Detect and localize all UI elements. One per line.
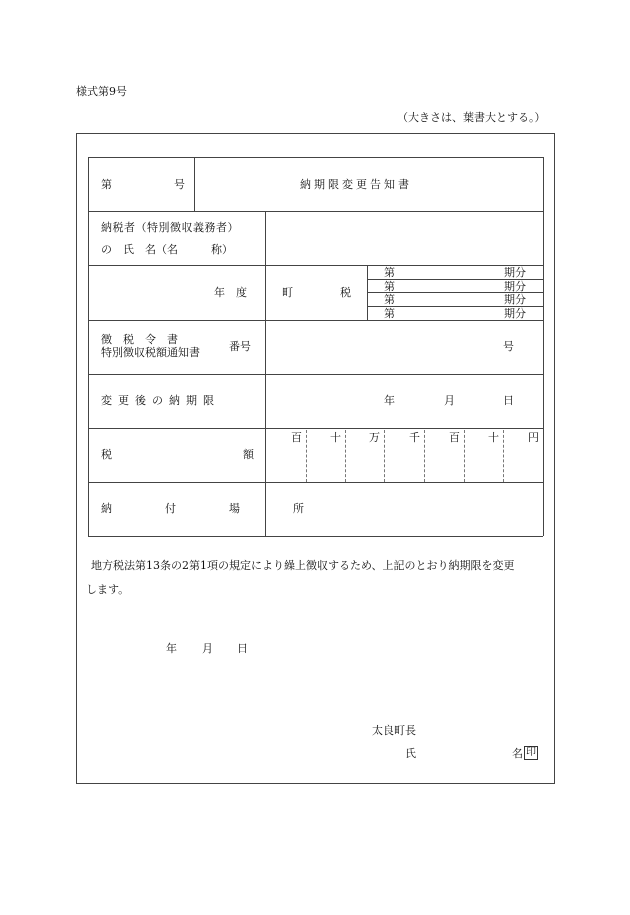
document-title: 納期限変更告知書 xyxy=(300,178,412,191)
amount-label-left: 税 xyxy=(101,448,112,461)
number-label-first: 第 xyxy=(101,178,112,191)
period-3-right: 期分 xyxy=(504,293,526,306)
notice-number-label: 番号 xyxy=(229,340,251,353)
period-2-right: 期分 xyxy=(504,280,526,293)
body-text-line-1: 地方税法第13条の2第1項の規定により繰上徴収するため、上記のとおり納期限を変更 xyxy=(91,559,515,572)
notice-label-2: 特別徴収税額通知書 xyxy=(101,346,200,359)
issue-date-year: 年 xyxy=(166,642,177,655)
period-4-right: 期分 xyxy=(504,307,526,320)
amount-label-right: 額 xyxy=(243,448,254,461)
due-date-label: 変更後の納期限 xyxy=(101,394,220,407)
issue-date-day: 日 xyxy=(237,642,248,655)
digit-ten: 十 xyxy=(488,431,499,444)
seal-stamp xyxy=(524,746,538,760)
signature-name-right: 名 xyxy=(512,747,523,760)
size-note: （大きさは、葉書大とする。） xyxy=(397,111,546,124)
number-label-suffix: 号 xyxy=(174,178,185,191)
signature-name-left: 氏 xyxy=(405,747,416,760)
period-2-left: 第 xyxy=(384,280,395,293)
town-tax-right: 税 xyxy=(340,286,351,299)
taxpayer-label-2: の 氏 名（名 称） xyxy=(101,243,233,256)
digit-yen: 円 xyxy=(528,431,539,444)
notice-label-1: 徴 税 令 書 xyxy=(101,333,178,346)
fiscal-year-label: 年 度 xyxy=(214,286,247,299)
period-1-right: 期分 xyxy=(504,266,526,279)
town-tax-left: 町 xyxy=(282,286,293,299)
digit-hundred-million: 百 xyxy=(291,431,302,444)
form-number: 様式第9号 xyxy=(76,85,127,98)
taxpayer-label-1: 納税者（特別徴収義務者） xyxy=(101,221,239,234)
due-month: 月 xyxy=(444,394,455,407)
issue-date-month: 月 xyxy=(202,642,213,655)
period-4-left: 第 xyxy=(384,307,395,320)
digit-ten-thousand: 万 xyxy=(369,431,380,444)
digit-thousand: 千 xyxy=(409,431,420,444)
payment-place-label: 納 付 場 所 xyxy=(101,502,325,515)
body-text-line-2: します。 xyxy=(86,583,130,596)
mayor-title: 太良町長 xyxy=(372,724,416,737)
notice-number-suffix: 号 xyxy=(503,340,514,353)
seal-label: 印 xyxy=(526,747,536,758)
digit-hundred: 百 xyxy=(449,431,460,444)
digit-ten-million: 十 xyxy=(330,431,341,444)
due-year: 年 xyxy=(384,394,395,407)
period-1-left: 第 xyxy=(384,266,395,279)
period-3-left: 第 xyxy=(384,293,395,306)
due-day: 日 xyxy=(503,394,514,407)
